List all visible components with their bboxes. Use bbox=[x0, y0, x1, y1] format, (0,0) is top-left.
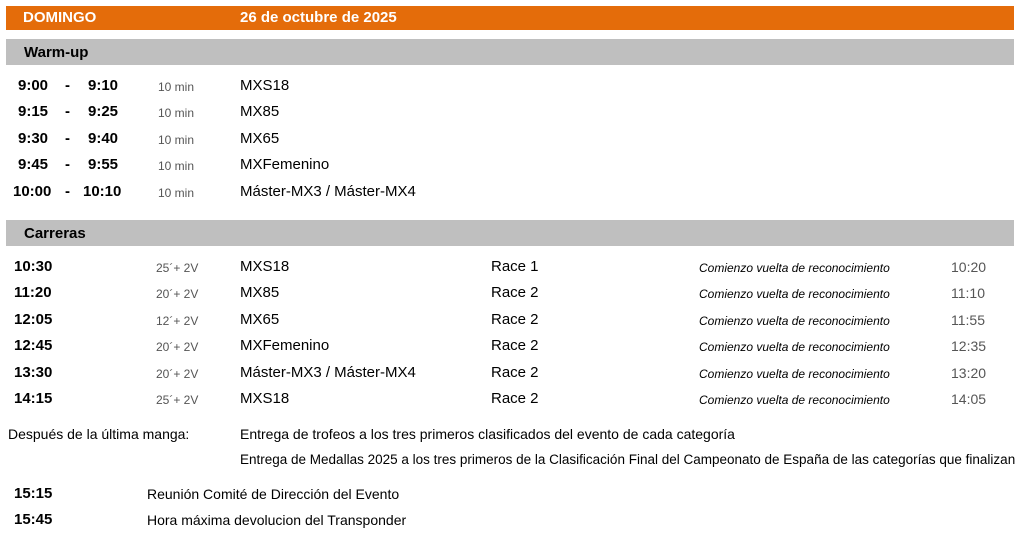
race-duration: 20´+ 2V bbox=[156, 367, 199, 381]
race-row bbox=[0, 362, 1024, 386]
race-duration: 20´+ 2V bbox=[156, 340, 199, 354]
day-label: DOMINGO bbox=[23, 9, 97, 26]
warmup-row bbox=[0, 128, 1024, 152]
race-time: 14:15 bbox=[14, 390, 53, 407]
day-header-bar bbox=[6, 6, 1014, 30]
race-number: Race 1 bbox=[491, 258, 539, 275]
warmup-section-header bbox=[6, 39, 1014, 65]
lap-time: 10:20 bbox=[951, 259, 987, 275]
race-row bbox=[0, 335, 1024, 359]
race-note: Comienzo vuelta de reconocimiento bbox=[699, 261, 890, 275]
warmup-row bbox=[0, 101, 1024, 125]
time-separator: - bbox=[65, 130, 70, 147]
after-label: Después de la última manga: bbox=[8, 426, 190, 442]
race-row bbox=[0, 309, 1024, 333]
race-number: Race 2 bbox=[491, 284, 539, 301]
lap-time: 12:35 bbox=[951, 338, 987, 354]
start-time: 9:45 bbox=[18, 156, 49, 173]
after-line-1: Entrega de trofeos a los tres primeros clasificados del evento de cada categoría bbox=[240, 426, 735, 442]
start-time: 9:15 bbox=[18, 103, 49, 120]
lap-time: 11:10 bbox=[951, 285, 985, 301]
race-number: Race 2 bbox=[491, 364, 539, 381]
start-time: 9:30 bbox=[18, 130, 49, 147]
date-label: 26 de octubre de 2025 bbox=[240, 9, 397, 26]
category: MX85 bbox=[240, 103, 280, 120]
end-time: 9:10 bbox=[88, 77, 119, 94]
race-time: 12:45 bbox=[14, 337, 53, 354]
end-time: 9:55 bbox=[88, 156, 119, 173]
closing-time: 15:45 bbox=[14, 511, 53, 528]
race-note: Comienzo vuelta de reconocimiento bbox=[699, 393, 890, 407]
duration: 10 min bbox=[158, 133, 195, 147]
race-category: MX65 bbox=[240, 311, 280, 328]
after-line-2: Entrega de Medallas 2025 a los tres primeros de la Clasificación Final del Campeonato de España de las categorías que finalizan bbox=[240, 452, 1016, 467]
time-separator: - bbox=[65, 103, 70, 120]
closing-time: 15:15 bbox=[14, 485, 53, 502]
end-time: 9:40 bbox=[88, 130, 119, 147]
end-time: 9:25 bbox=[88, 103, 119, 120]
lap-time: 13:20 bbox=[951, 365, 987, 381]
race-time: 12:05 bbox=[14, 311, 53, 328]
race-note: Comienzo vuelta de reconocimiento bbox=[699, 287, 890, 301]
race-duration: 12´+ 2V bbox=[156, 314, 199, 328]
race-time: 10:30 bbox=[14, 258, 53, 275]
race-number: Race 2 bbox=[491, 311, 539, 328]
warmup-row bbox=[0, 75, 1024, 99]
time-separator: - bbox=[65, 156, 70, 173]
closing-text: Reunión Comité de Dirección del Evento bbox=[147, 486, 400, 502]
time-separator: - bbox=[65, 183, 70, 200]
lap-time: 11:55 bbox=[951, 312, 985, 328]
races-title: Carreras bbox=[24, 225, 86, 242]
race-row bbox=[0, 256, 1024, 280]
race-category: MXS18 bbox=[240, 390, 290, 407]
end-time: 10:10 bbox=[83, 183, 122, 200]
race-time: 11:20 bbox=[14, 284, 52, 301]
race-number: Race 2 bbox=[491, 390, 539, 407]
duration: 10 min bbox=[158, 186, 195, 200]
lap-time: 14:05 bbox=[951, 391, 987, 407]
duration: 10 min bbox=[158, 106, 195, 120]
race-note: Comienzo vuelta de reconocimiento bbox=[699, 367, 890, 381]
closing-row bbox=[0, 483, 1024, 507]
race-time: 13:30 bbox=[14, 364, 53, 381]
race-duration: 25´+ 2V bbox=[156, 393, 199, 407]
category: MXS18 bbox=[240, 77, 290, 94]
race-category: Máster-MX3 / Máster-MX4 bbox=[240, 364, 416, 381]
race-duration: 20´+ 2V bbox=[156, 287, 199, 301]
duration: 10 min bbox=[158, 159, 195, 173]
race-number: Race 2 bbox=[491, 337, 539, 354]
start-time: 9:00 bbox=[18, 77, 49, 94]
race-note: Comienzo vuelta de reconocimiento bbox=[699, 340, 890, 354]
warmup-row bbox=[0, 154, 1024, 178]
category: MXFemenino bbox=[240, 156, 330, 173]
closing-row bbox=[0, 509, 1024, 533]
races-section-header bbox=[6, 220, 1014, 246]
time-separator: - bbox=[65, 77, 70, 94]
duration: 10 min bbox=[158, 80, 195, 94]
warmup-row bbox=[0, 181, 1024, 205]
warmup-title: Warm-up bbox=[24, 44, 89, 61]
race-category: MXS18 bbox=[240, 258, 290, 275]
category: MX65 bbox=[240, 130, 280, 147]
race-note: Comienzo vuelta de reconocimiento bbox=[699, 314, 890, 328]
race-category: MX85 bbox=[240, 284, 280, 301]
closing-text: Hora máxima devolucion del Transponder bbox=[147, 512, 407, 528]
category: Máster-MX3 / Máster-MX4 bbox=[240, 183, 416, 200]
start-time: 10:00 bbox=[13, 183, 52, 200]
race-row bbox=[0, 282, 1024, 306]
race-category: MXFemenino bbox=[240, 337, 330, 354]
race-duration: 25´+ 2V bbox=[156, 261, 199, 275]
race-row bbox=[0, 388, 1024, 412]
